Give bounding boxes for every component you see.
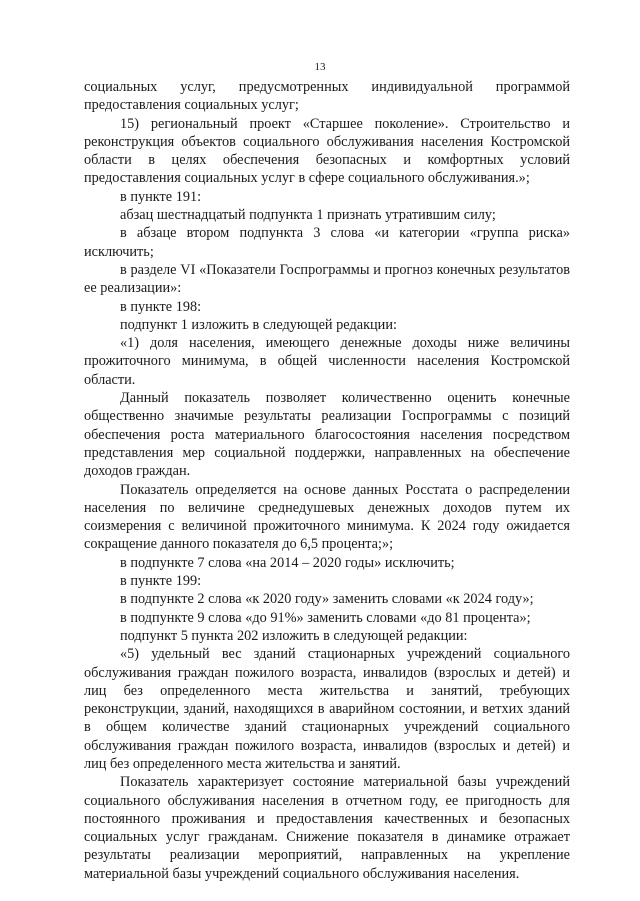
paragraph-1: социальных услуг, предусмотренных индивидуальной программой предоставления социальных услуг; <box>84 79 570 114</box>
paragraph-8: подпункт 1 изложить в следующей редакции: <box>120 316 397 333</box>
paragraph-3: в пункте 191: <box>120 188 202 205</box>
paragraph-17: «5) удельный вес зданий стационарных учреждений социального обслуживания граждан пожилого возраста, инвалидов (взрослых и детей) и лиц без определенного места жительства и занятий, требующих реконструкции, зданий, находящихся в аварийном состоянии, и ветхих зданий в общем количестве зданий стационарных учреждений социального обслуживания граждан пожилого возраста, инвалидов (взрослых и детей) и лиц без определенного места жительства и занятий. <box>84 646 570 772</box>
paragraph-6: в разделе VI «Показатели Госпрограммы и прогноз конечных результатов ее реализации»: <box>84 261 570 297</box>
document-body <box>84 78 570 883</box>
paragraph-15: в подпункте 9 слова «до 91%» заменить словами «до 81 процента»; <box>120 609 531 626</box>
paragraph-11: Показатель определяется на основе данных Росстата о распределении населения по величине среднедушевых денежных доходов путем их соизмерения с величиной прожиточного минимума. К 2024 году ожидается сокращение данного показателя до 6,5 процента;»; <box>84 481 570 553</box>
paragraph-7: в пункте 198: <box>120 298 202 315</box>
paragraph-12: в подпункте 7 слова «на 2014 – 2020 годы» исключить; <box>120 554 455 571</box>
paragraph-9: «1) доля населения, имеющего денежные доходы ниже величины прожиточного минимума, в общей численности населения Костромской области. <box>84 335 570 388</box>
paragraph-5: в абзаце втором подпункта 3 слова «и категории «группа риска» исключить; <box>84 225 570 260</box>
paragraph-2: 15) региональный проект «Старшее поколение». Строительство и реконструкция объектов социального обслуживания населения Костромской области в целях обеспечения безопасных и комфортных условий предоставления социальных услуг в сфере социального обслуживания.»; <box>84 115 570 187</box>
paragraph-4: абзац шестнадцатый подпункта 1 признать утратившим силу; <box>120 207 496 224</box>
paragraph-10: Данный показатель позволяет количественно оценить конечные общественно значимые результаты реализации Госпрограммы с позиций обеспечения роста материального благосостояния населения посредством представления мер социальной поддержки, направленных на обеспечение доходов граждан. <box>84 390 570 480</box>
page-number: 13 <box>314 61 326 73</box>
paragraph-16: подпункт 5 пункта 202 изложить в следующей редакции: <box>120 627 468 644</box>
paragraph-13: в пункте 199: <box>120 573 202 590</box>
paragraph-14: в подпункте 2 слова «к 2020 году» заменить словами «к 2024 году»; <box>120 591 534 608</box>
paragraph-18: Показатель характеризует состояние материальной базы учреждений социального обслуживания населения в отчетном году, ее пригодность для постоянного проживания и предоставления качественных и безопасных социальных услуг гражданам. Снижение показателя в динамике отражает результаты реализации мероприятий, направленных на укрепление материальной базы учреждений социального обслуживания населения. <box>84 774 570 882</box>
